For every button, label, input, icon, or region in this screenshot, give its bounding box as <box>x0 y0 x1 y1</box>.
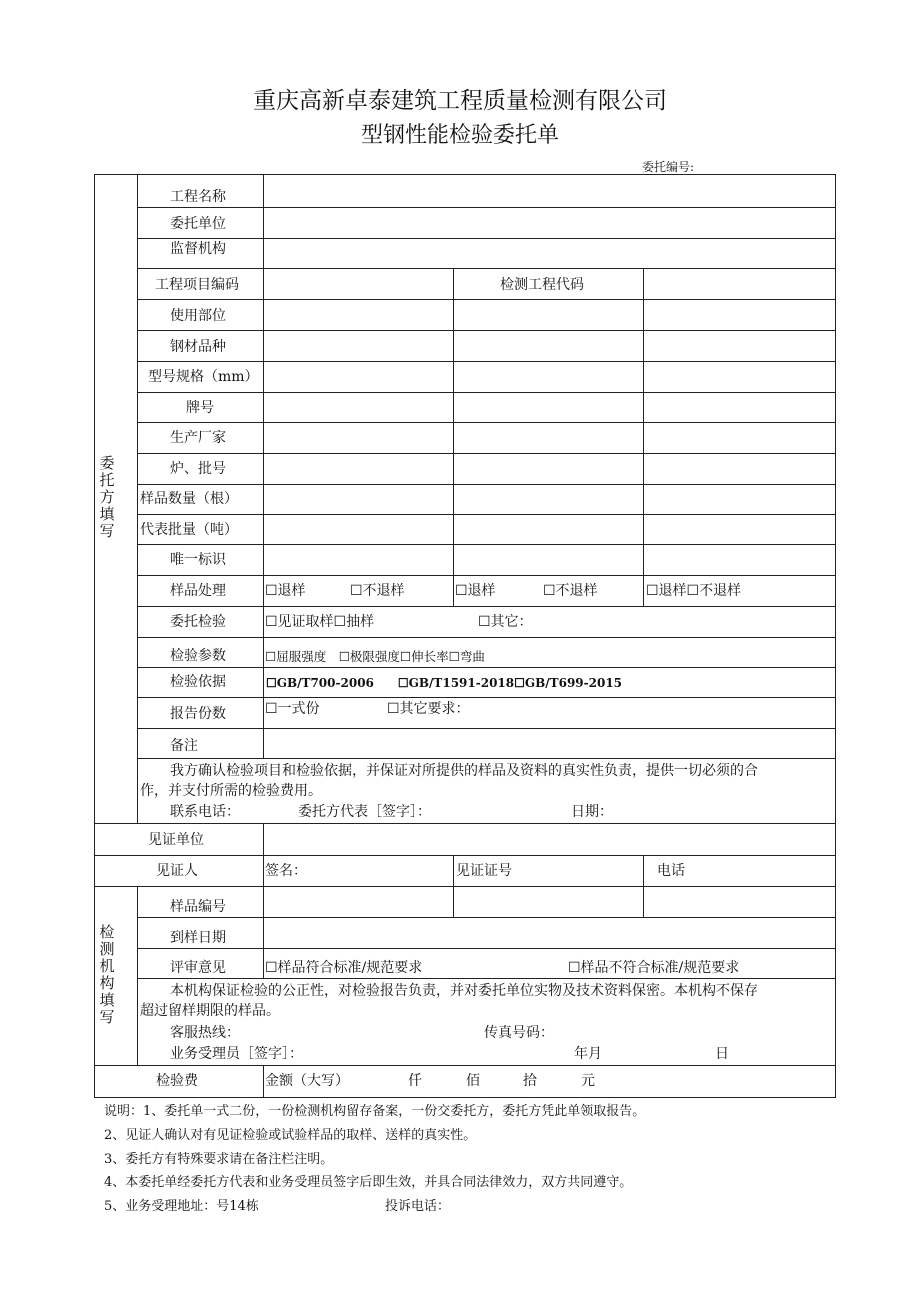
label-fax: 传真号码： <box>484 1025 554 1041</box>
checkbox-return-b[interactable]: ☐退样 <box>455 583 496 599</box>
label-spec: 型号规格（mm） <box>148 369 259 385</box>
checkbox-no-return-a[interactable]: ☐不退样 <box>350 583 405 599</box>
checkbox-no-return-b[interactable]: ☐不退样 <box>543 583 598 599</box>
note-4: 4、本委托单经委托方代表和业务受理员签字后即生效，并具合同法律效力，双方共同遵守。 <box>104 1175 633 1190</box>
fee-unit-yuan: 元 <box>581 1073 595 1089</box>
note-3: 3、委托方有特殊要求请在备注栏注明。 <box>104 1152 334 1167</box>
label-contact-phone: 联系电话： <box>170 804 240 820</box>
label-witness-unit: 见证单位 <box>148 832 204 848</box>
lab-side-label: 检测机构填写 <box>99 923 115 1026</box>
note-complaint-phone: 投诉电话： <box>385 1199 451 1214</box>
label-fee: 检验费 <box>156 1073 198 1089</box>
note-2: 2、见证人确认对有见证检验或试验样品的取样、送样的真实性。 <box>104 1128 477 1143</box>
label-manufacturer: 生产厂家 <box>170 430 226 446</box>
label-review: 评审意见 <box>170 960 226 976</box>
label-remarks: 备注 <box>170 738 198 754</box>
label-test-params: 检验参数 <box>170 648 226 664</box>
label-signature: 签名： <box>265 863 307 879</box>
client-declaration-line2: 作，并支付所需的检验费用。 <box>140 783 322 799</box>
label-supervision: 监督机构 <box>170 241 226 257</box>
label-sample-handling: 样品处理 <box>170 583 226 599</box>
label-client-rep: 委托方代表［签字］： <box>298 804 431 820</box>
label-service-line: 客服热线： <box>170 1025 240 1041</box>
label-test-project-code: 检测工程代码 <box>500 277 584 293</box>
label-receiver: 业务受理员［签字］： <box>170 1046 303 1062</box>
entrust-number-label: 委托编号: <box>642 160 695 174</box>
checkbox-sample-conforms[interactable]: ☐样品符合标准/规范要求 <box>265 960 423 976</box>
label-heat-batch: 炉、批号 <box>170 461 226 477</box>
fee-unit-hundred: 佰 <box>466 1073 480 1089</box>
checkbox-test-params[interactable]: ☐屈服强度 ☐极限强度☐伸长率☐弯曲 <box>265 649 485 664</box>
client-side-label: 委托方填写 <box>99 454 115 540</box>
label-project-name: 工程名称 <box>170 189 226 205</box>
label-witness-person: 见证人 <box>156 863 198 879</box>
label-use-location: 使用部位 <box>170 308 226 324</box>
label-report-copies: 报告份数 <box>170 706 226 722</box>
label-steel-type: 钢材品种 <box>170 339 226 355</box>
label-day: 日 <box>715 1046 729 1062</box>
checkbox-return-c[interactable]: ☐退样☐不退样 <box>646 583 742 599</box>
client-declaration-line1: 我方确认检验项目和检验依据，并保证对所提供的样品及资料的真实性负责，提供一切必须的合 <box>170 763 758 779</box>
label-brand: 牌号 <box>186 400 214 416</box>
label-project-code: 工程项目编码 <box>155 277 239 293</box>
checkbox-return-a[interactable]: ☐退样 <box>265 583 306 599</box>
label-client-date: 日期： <box>571 804 613 820</box>
label-sample-qty: 样品数量（根） <box>140 491 238 507</box>
label-arrival-date: 到样日期 <box>170 930 226 946</box>
label-sample-no: 样品编号 <box>170 899 226 915</box>
label-witness-phone: 电话 <box>657 863 685 879</box>
checkbox-other-copies[interactable]: ☐其它要求： <box>387 701 470 717</box>
checkbox-witness-sampling[interactable]: ☐见证取样☐抽样 <box>265 614 375 630</box>
label-client-unit: 委托单位 <box>170 216 226 232</box>
fee-unit-ten: 拾 <box>523 1073 537 1089</box>
lab-statement-line2: 超过留样期限的样品。 <box>140 1003 280 1019</box>
label-witness-cert: 见证证号 <box>456 863 512 879</box>
company-name: 重庆高新卓泰建筑工程质量检测有限公司 <box>253 88 667 114</box>
label-batch-qty: 代表批量（吨） <box>140 522 238 538</box>
label-test-basis: 检验依据 <box>170 674 226 690</box>
lab-statement-line1: 本机构保证检验的公正性，对检验报告负责，并对委托单位实物及技术资料保密。本机构不保存 <box>170 983 758 999</box>
note-address: 5、业务受理地址：号14栋 <box>104 1199 259 1214</box>
checkbox-sample-nonconforms[interactable]: ☐样品不符合标准/规范要求 <box>568 960 740 976</box>
note-1: 说明：1、委托单一式二份，一份检测机构留存备案，一份交委托方，委托方凭此单领取报告。 <box>104 1104 646 1119</box>
label-unique-id: 唯一标识 <box>170 552 226 568</box>
fee-unit-thousand: 仟 <box>408 1073 422 1089</box>
label-year-month: 年月 <box>574 1046 602 1062</box>
checkbox-other-test[interactable]: ☐其它： <box>478 614 533 630</box>
label-entrust-test: 委托检验 <box>170 614 226 630</box>
checkbox-one-copy[interactable]: ☐一式份 <box>265 701 320 717</box>
label-fee-amount: 金额（大写） <box>265 1073 349 1089</box>
form-title: 型钢性能检验委托单 <box>360 123 559 148</box>
checkbox-test-basis[interactable]: ☐GB/T700-2006 ☐GB/T1591-2018☐GB/T699-2015 <box>266 676 623 690</box>
